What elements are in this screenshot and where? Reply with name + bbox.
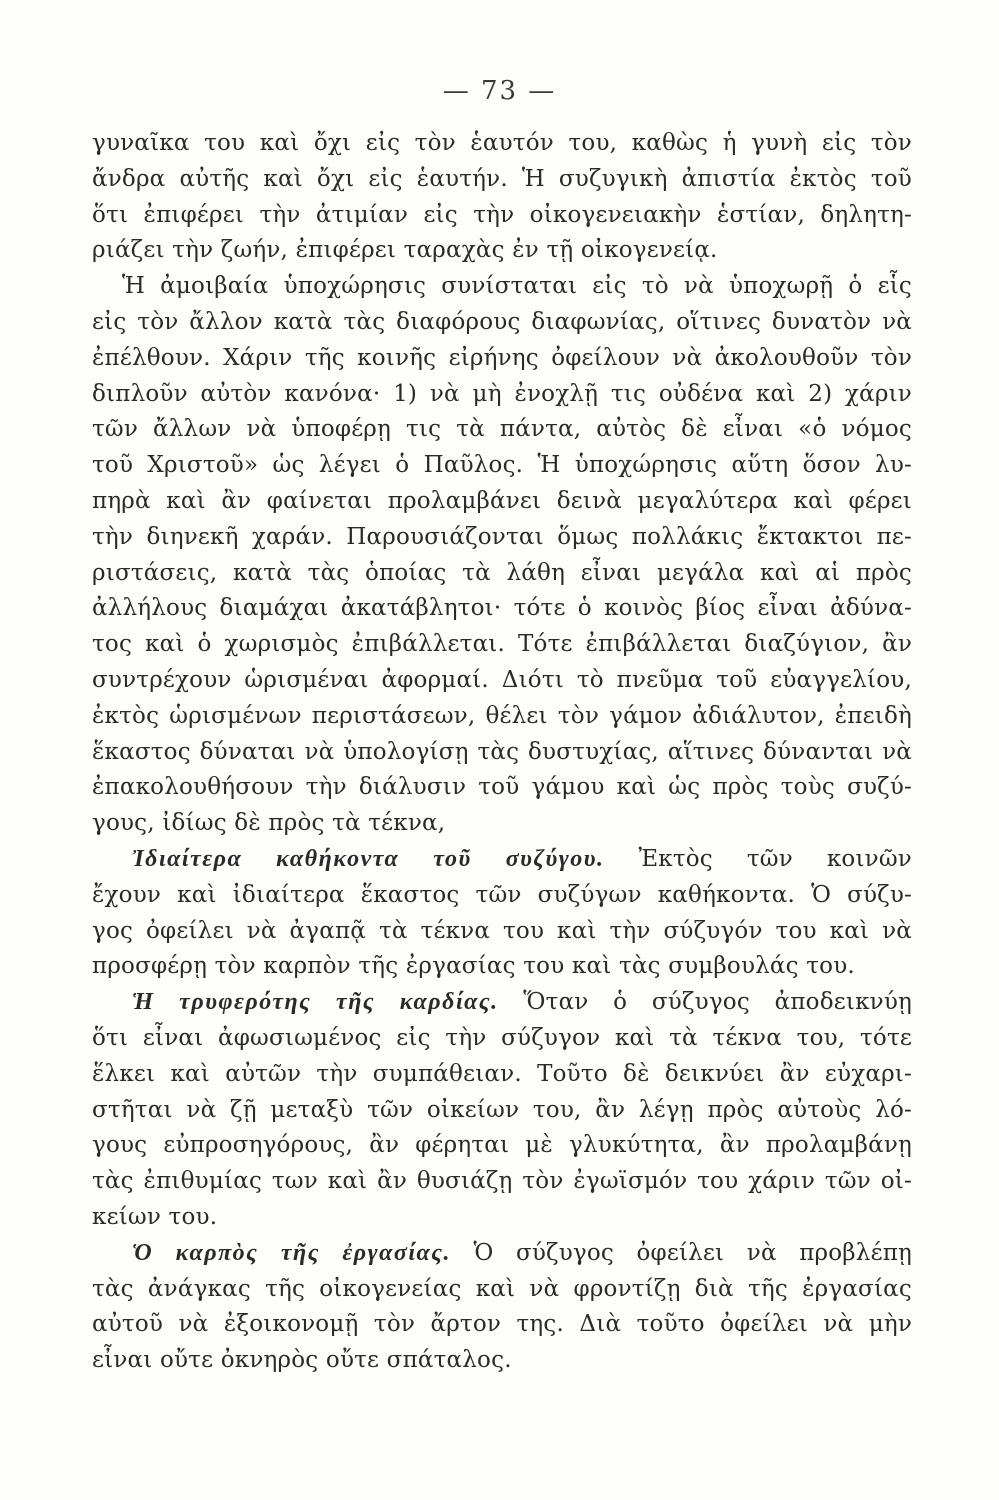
text-line: ὅτι ἐπιφέρει τὴν ἀτιμίαν εἰς τὴν οἰκογενειακὴν ἑστίαν, δηλητη- bbox=[92, 201, 912, 228]
text-line bbox=[92, 842, 912, 878]
text-line: τὰς ἐπιθυμίας των καὶ ἂν θυσιάζῃ τὸν ἐγωϊσμόν του χάριν τῶν οἰ- bbox=[92, 1168, 912, 1195]
text-line: γους, ἰδίως δὲ πρὸς τὰ τέκνα, bbox=[92, 810, 446, 837]
section-heading: Ἰδιαίτερα καθήκοντα τοῦ συζύγου. bbox=[132, 845, 605, 872]
page-number: — 73 — bbox=[442, 76, 557, 106]
text-line: τῶν ἄλλων νὰ ὑποφέρῃ τις τὰ πάντα, αὐτὸς δὲ εἶναι «ὁ νόμος bbox=[92, 416, 912, 443]
text-line bbox=[92, 1236, 912, 1272]
text-line: συντρέχουν ὡρισμέναι ἀφορμαί. Διότι τὸ πνεῦμα τοῦ εὐαγγελίου, bbox=[92, 666, 912, 693]
text-line: πηρὰ καὶ ἂν φαίνεται προλαμβάνει δεινὰ μεγαλύτερα καὶ φέρει bbox=[92, 487, 912, 514]
text-line: τος καὶ ὁ χωρισμὸς ἐπιβάλλεται. Τότε ἐπιβάλλεται διαζύγιον, ἂν bbox=[92, 631, 912, 658]
text-line: διπλοῦν αὐτὸν κανόνα· 1) νὰ μὴ ἐνοχλῇ τις οὐδένα καὶ 2) χάριν bbox=[92, 380, 912, 407]
text-line: γους εὐπροσηγόρους, ἂν φέρηται μὲ γλυκύτητα, ἂν προλαμβάνῃ bbox=[92, 1132, 912, 1159]
text-line: ριστάσεις, κατὰ τὰς ὁποίας τὰ λάθη εἶναι μεγάλα καὶ αἱ πρὸς bbox=[92, 559, 912, 586]
text-line: τὰς ἀνάγκας τῆς οἰκογενείας καὶ νὰ φροντίζῃ διὰ τῆς ἐργασίας bbox=[92, 1275, 912, 1302]
line-text: Ἐκτὸς τῶν κοινῶν bbox=[638, 845, 912, 872]
text-line: εἶναι οὔτε ὀκνηρὸς οὔτε σπάταλος. bbox=[92, 1347, 512, 1374]
text-line: τοῦ Χριστοῦ» ὡς λέγει ὁ Παῦλος. Ἡ ὑποχώρησις αὕτη ὅσον λυ- bbox=[92, 452, 912, 479]
text-line: εἰς τὸν ἄλλον κατὰ τὰς διαφόρους διαφωνίας, οἵτινες δυνατὸν νὰ bbox=[92, 308, 912, 335]
text-line: αὐτοῦ νὰ ἐξοικονομῇ τὸν ἄρτον της. Διὰ τοῦτο ὀφείλει νὰ μὴν bbox=[92, 1311, 912, 1338]
section-heading: Ἡ τρυφερότης τῆς καρδίας. bbox=[132, 989, 499, 1016]
text-line bbox=[92, 985, 912, 1021]
text-line: κείων του. bbox=[92, 1203, 218, 1230]
text-line: προσφέρῃ τὸν καρπὸν τῆς ἐργασίας του καὶ τὰς συμβουλάς του. bbox=[92, 953, 855, 980]
text-line: ἄνδρα αὐτῆς καὶ ὄχι εἰς ἑαυτήν. Ἡ συζυγικὴ ἀπιστία ἐκτὸς τοῦ bbox=[92, 165, 912, 192]
text-line: ἐπακολουθήσουν τὴν διάλυσιν τοῦ γάμου καὶ ὡς πρὸς τοὺς συζύ- bbox=[92, 774, 912, 801]
text-line: ἕκαστος δύναται νὰ ὑπολογίσῃ τὰς δυστυχίας, αἵτινες δύνανται νὰ bbox=[92, 738, 912, 765]
line-text: Ὁ σύζυγος ὀφείλει νὰ προβλέπῃ bbox=[473, 1239, 912, 1266]
text-line: Ἡ ἀμοιβαία ὑποχώρησις συνίσταται εἰς τὸ νὰ ὑποχωρῇ ὁ εἷς bbox=[122, 273, 912, 300]
line-text: Ὅταν ὁ σύζυγος ἀποδεικνύῃ bbox=[523, 989, 912, 1016]
text-line: ριάζει τὴν ζωήν, ἐπιφέρει ταραχὰς ἐν τῇ οἰκογενείᾳ. bbox=[92, 237, 718, 264]
text-line: στῆται νὰ ζῇ μεταξὺ τῶν οἰκείων του, ἂν λέγῃ πρὸς αὐτοὺς λό- bbox=[92, 1096, 912, 1123]
section-heading: Ὁ καρπὸς τῆς ἐργασίας. bbox=[132, 1239, 451, 1266]
text-line: ὅτι εἶναι ἀφωσιωμένος εἰς τὴν σύζυγον καὶ τὰ τέκνα του, τότε bbox=[92, 1024, 912, 1051]
text-line: ἐκτὸς ὡρισμένων περιστάσεων, θέλει τὸν γάμον ἀδιάλυτον, ἐπειδὴ bbox=[92, 702, 912, 729]
text-line: γυναῖκα του καὶ ὄχι εἰς τὸν ἑαυτόν του, καθὼς ἡ γυνὴ εἰς τὸν bbox=[92, 130, 912, 156]
text-line: ἀλλήλους διαμάχαι ἀκατάβλητοι· τότε ὁ κοινὸς βίος εἶναι ἀδύνα- bbox=[92, 595, 912, 622]
text-line: ἔχουν καὶ ἰδιαίτερα ἕκαστος τῶν συζύγων καθήκοντα. Ὁ σύζυ- bbox=[92, 881, 912, 908]
text-line: ἐπέλθουν. Χάριν τῆς κοινῆς εἰρήνης ὀφείλουν νὰ ἀκολουθοῦν τὸν bbox=[92, 344, 912, 371]
text-line: γος ὀφείλει νὰ ἀγαπᾷ τὰ τέκνα του καὶ τὴν σύζυγόν του καὶ νὰ bbox=[92, 917, 912, 944]
text-line: τὴν διηνεκῆ χαράν. Παρουσιάζονται ὅμως πολλάκις ἔκτακτοι πε- bbox=[92, 523, 912, 550]
body-text bbox=[92, 126, 912, 1379]
text-line: ἕλκει καὶ αὐτῶν τὴν συμπάθειαν. Τοῦτο δὲ δεικνύει ἂν εὐχαρι- bbox=[92, 1060, 912, 1087]
